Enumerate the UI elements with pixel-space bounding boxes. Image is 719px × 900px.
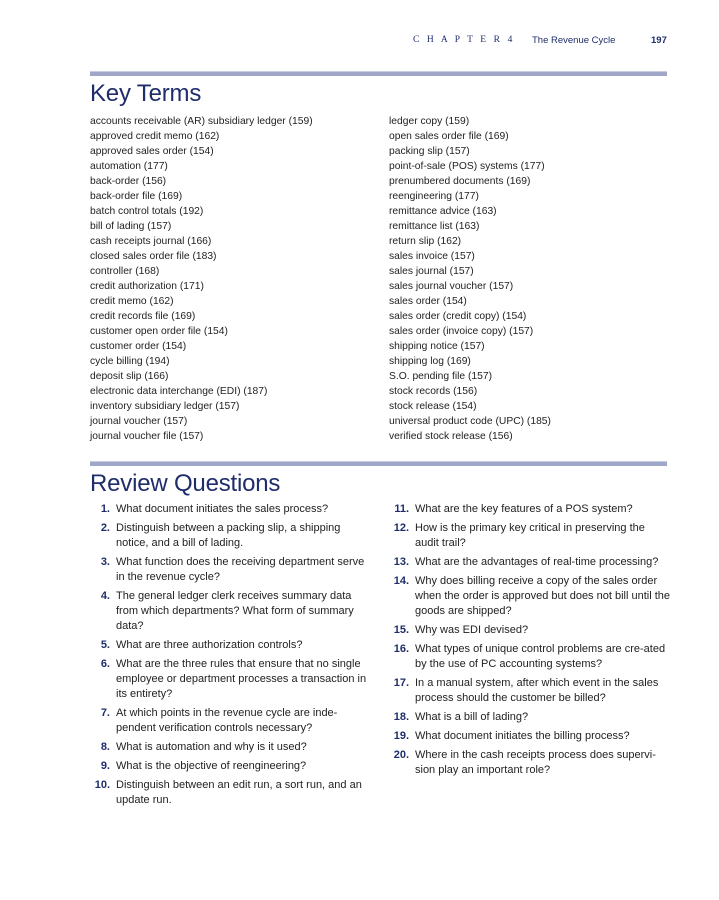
key-term: journal voucher (157) [90, 416, 188, 427]
review-question [389, 748, 671, 778]
review-question [389, 502, 671, 517]
review-questions-heading: Review Questions [90, 470, 281, 497]
key-term: stock release (154) [389, 401, 477, 412]
key-term: credit authorization (171) [90, 281, 204, 292]
key-term: controller (168) [90, 266, 160, 277]
key-term: back-order file (169) [90, 191, 183, 202]
question-text: What document initiates the sales process? [116, 503, 329, 515]
key-term: sales order (credit copy) (154) [389, 311, 527, 322]
review-question [389, 521, 671, 551]
question-number: 4. [100, 590, 110, 602]
key-term: cycle billing (194) [90, 356, 170, 367]
key-term: sales order (154) [389, 296, 467, 307]
review-question [389, 555, 671, 570]
key-terms-right-column [389, 114, 679, 444]
key-term: inventory subsidiary ledger (157) [90, 401, 240, 412]
review-question [389, 574, 671, 619]
key-term: closed sales order file (183) [90, 251, 217, 262]
question-number: 2. [100, 522, 110, 534]
key-term: credit records file (169) [90, 311, 196, 322]
key-term: electronic data interchange (EDI) (187) [90, 386, 268, 397]
question-number: 18. [393, 711, 409, 723]
question-number: 10. [94, 779, 110, 791]
chapter-label: C H A P T E R 4 [413, 35, 515, 45]
key-term: return slip (162) [389, 236, 462, 247]
key-term: automation (177) [90, 161, 168, 172]
review-question [389, 676, 671, 706]
review-question [389, 642, 671, 672]
key-term: shipping notice (157) [389, 341, 485, 352]
question-number: 5. [100, 639, 110, 651]
question-text: What are the key features of a POS system? [415, 503, 633, 515]
review-question [90, 638, 375, 653]
question-number: 7. [100, 707, 110, 719]
key-term: sales journal voucher (157) [389, 281, 514, 292]
question-text: What types of unique control problems are cre-ated by the use of PC accounting systems? [415, 643, 666, 670]
review-questions-left-column [90, 502, 375, 812]
page-number: 197 [651, 35, 667, 46]
key-term: point-of-sale (POS) systems (177) [389, 161, 545, 172]
question-text: Why was EDI devised? [415, 624, 529, 636]
key-term: sales journal (157) [389, 266, 474, 277]
key-term: universal product code (UPC) (185) [389, 416, 551, 427]
question-number: 9. [100, 760, 110, 772]
question-text: How is the primary key critical in preserving the audit trail? [415, 522, 645, 549]
review-question [389, 623, 671, 638]
key-term: remittance list (163) [389, 221, 480, 232]
key-terms-heading: Key Terms [90, 80, 202, 107]
question-text: What document initiates the billing process? [415, 730, 630, 742]
question-number: 11. [394, 503, 409, 515]
section-divider [90, 461, 667, 466]
review-question [90, 502, 375, 517]
question-number: 20. [393, 749, 409, 761]
review-questions-right-column [389, 502, 671, 782]
key-terms-left-column [90, 114, 380, 444]
question-number: 13. [393, 556, 409, 568]
key-term: accounts receivable (AR) subsidiary ledger (159) [90, 116, 313, 127]
key-term: S.O. pending file (157) [389, 371, 493, 382]
review-question [90, 778, 375, 808]
question-number: 19. [393, 730, 409, 742]
review-question [90, 521, 375, 551]
key-term: shipping log (169) [389, 356, 471, 367]
key-term: packing slip (157) [389, 146, 470, 157]
question-number: 15. [393, 624, 409, 636]
key-term: customer open order file (154) [90, 326, 228, 337]
question-number: 17. [393, 677, 409, 689]
question-number: 14. [393, 575, 409, 587]
key-term: batch control totals (192) [90, 206, 204, 217]
review-question [90, 706, 375, 736]
key-term: journal voucher file (157) [90, 431, 204, 442]
question-number: 8. [100, 741, 110, 753]
key-term: prenumbered documents (169) [389, 176, 531, 187]
key-term: sales order (invoice copy) (157) [389, 326, 534, 337]
question-number: 16. [393, 643, 409, 655]
review-question [90, 555, 375, 585]
review-question [90, 759, 375, 774]
review-question [389, 729, 671, 744]
running-header [0, 35, 719, 49]
question-text: What is the objective of reengineering? [116, 760, 307, 772]
chapter-title: The Revenue Cycle [532, 35, 616, 46]
question-text: In a manual system, after which event in the sales process should the customer be billed? [415, 677, 659, 704]
key-term: approved credit memo (162) [90, 131, 220, 142]
key-term: stock records (156) [389, 386, 478, 397]
question-number: 12. [393, 522, 409, 534]
question-text: The general ledger clerk receives summary data from which departments? What form of summary data? [116, 590, 354, 632]
question-text: What are the advantages of real-time processing? [415, 556, 659, 568]
question-number: 1. [100, 503, 110, 515]
section-divider [90, 71, 667, 76]
key-term: back-order (156) [90, 176, 167, 187]
question-text: At which points in the revenue cycle are inde-pendent verification controls necessary? [116, 707, 338, 734]
review-question [90, 740, 375, 755]
question-text: What is a bill of lading? [415, 711, 529, 723]
question-number: 6. [100, 658, 110, 670]
review-question [90, 657, 375, 702]
key-term: bill of lading (157) [90, 221, 172, 232]
key-term: approved sales order (154) [90, 146, 214, 157]
question-text: What are three authorization controls? [116, 639, 303, 651]
question-text: Why does billing receive a copy of the sales order when the order is approved but does not bill until the goods are shipped? [415, 575, 670, 617]
key-term: reengineering (177) [389, 191, 479, 202]
key-term: remittance advice (163) [389, 206, 497, 217]
review-question [90, 589, 375, 634]
question-text: Distinguish between an edit run, a sort run, and an update run. [116, 779, 362, 806]
question-text: Distinguish between a packing slip, a shipping notice, and a bill of lading. [116, 522, 341, 549]
key-term: verified stock release (156) [389, 431, 513, 442]
key-term: open sales order file (169) [389, 131, 509, 142]
question-number: 3. [100, 556, 110, 568]
key-term: customer order (154) [90, 341, 187, 352]
key-term: credit memo (162) [90, 296, 174, 307]
key-term: deposit slip (166) [90, 371, 169, 382]
question-text: Where in the cash receipts process does supervi-sion play an important role? [415, 749, 656, 776]
key-term: ledger copy (159) [389, 116, 470, 127]
question-text: What is automation and why is it used? [116, 741, 307, 753]
key-term: cash receipts journal (166) [90, 236, 212, 247]
review-question [389, 710, 671, 725]
question-text: What function does the receiving department serve in the revenue cycle? [116, 556, 365, 583]
key-term: sales invoice (157) [389, 251, 475, 262]
question-text: What are the three rules that ensure that no single employee or department processes a transaction in its entirety? [116, 658, 367, 700]
